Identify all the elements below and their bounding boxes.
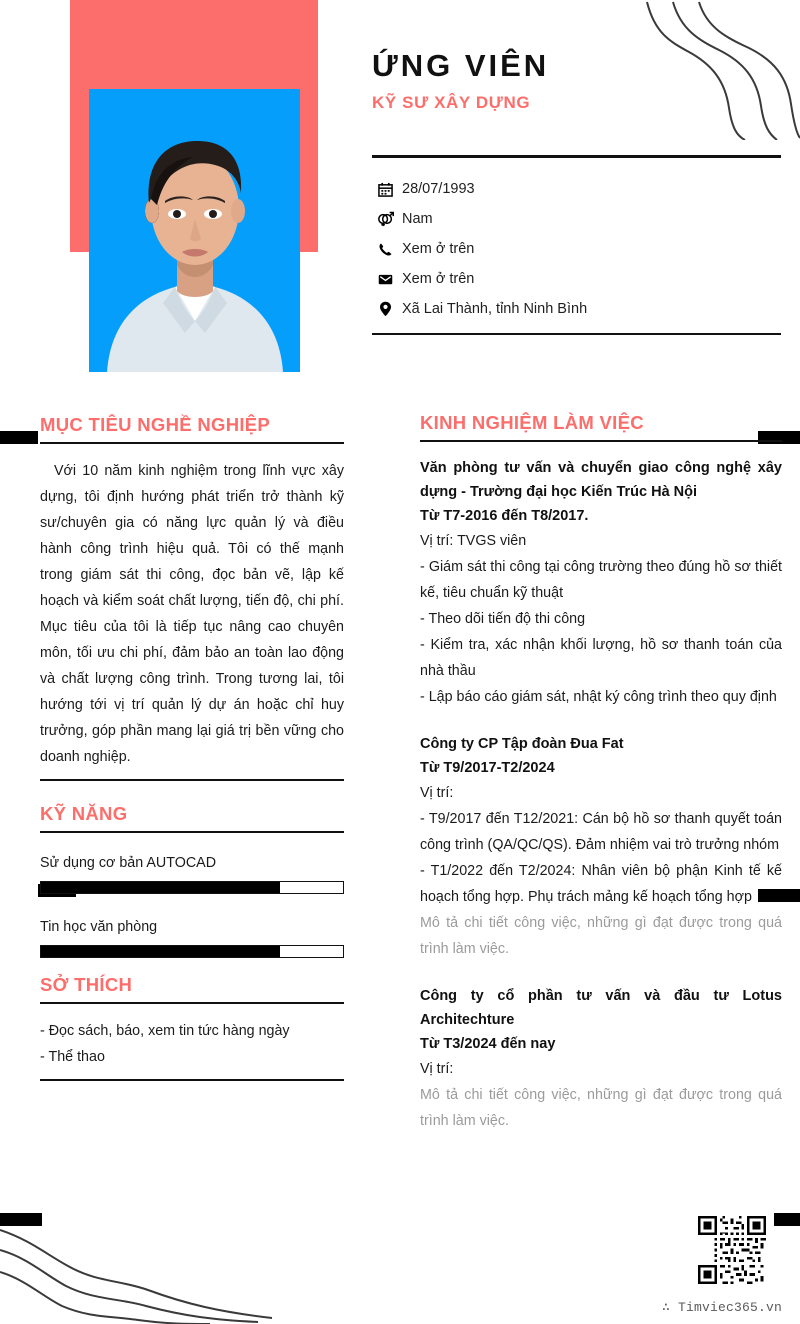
experience-detail: - Kiểm tra, xác nhận khối lượng, hồ sơ thanh toán của nhà thầu (420, 637, 782, 680)
experience-detail: - Lập báo cáo giám sát, nhật ký công trình theo quy định (420, 689, 777, 706)
contact-item-gender (372, 204, 782, 234)
experience-position: Vị trí: (420, 785, 454, 802)
objective-text: Với 10 năm kinh nghiệm trong lĩnh vực xây dựng, tôi định hướng phát triển trở thành kỹ sư/chuyên gia có năng lực quản lý và điều hành công trình hiệu quả. Tôi có thế mạnh trong giám sát thi công, đọc bản vẽ, lập kế hoạch và kiểm soát chất lượng, tiến độ, chi phí. Mục tiêu của tôi là tiếp tục nâng cao chuyên môn, tối ưu chi phí, đảm bảo an toàn lao động và chất lượng công trình. Trong tương lai, tôi hướng tới vị trí quản lý dự án hoặc chỉ huy trưởng, góp phần mang lại giá trị bền vững cho doanh nghiệp. (40, 463, 344, 766)
contact-item-address (372, 294, 782, 324)
contact-item-birthdate (372, 174, 782, 204)
accent-bar-right-bottom (774, 1213, 800, 1226)
skill-name: Tin học văn phòng (40, 918, 158, 935)
calendar-icon (372, 182, 398, 197)
hobby-list (40, 1018, 344, 1070)
skill-level-fill (41, 882, 280, 893)
section-hobbies (40, 974, 344, 1081)
experience-company: Công ty cổ phần tư vấn và đầu tư Lotus Architechture (420, 988, 782, 1029)
qr-code (694, 1216, 770, 1284)
contact-value-address: Xã Lai Thành, tỉnh Ninh Bình (402, 301, 588, 317)
experience-entry (420, 984, 782, 1134)
contact-value-email: Xem ở trên (402, 271, 475, 287)
skill-item (40, 919, 344, 958)
experience-company: Công ty CP Tập đoàn Đua Fat (420, 736, 624, 753)
experience-company: Văn phòng tư vấn và chuyển giao công nghệ xây dựng - Trường đại học Kiến Trúc Hà Nội (420, 460, 782, 501)
page-subtitle: KỸ SƯ XÂY DỰNG (372, 92, 531, 112)
experience-position: Vị trí: TVGS viên (420, 533, 527, 550)
photo-block (70, 0, 320, 372)
contact-item-email (372, 264, 782, 294)
experience-detail: - T1/2022 đến T2/2024: Nhân viên bộ phận Kinh tế kế hoạch tổng hợp. Phụ trách mảng kế hoạch tổng hợp (420, 863, 782, 906)
right-column (420, 412, 782, 1138)
skill-name: Sử dụng cơ bản AUTOCAD (40, 854, 217, 871)
experience-detail: - Theo dõi tiến độ thi công (420, 611, 586, 628)
contact-value-birthdate: 28/07/1993 (402, 181, 475, 197)
list-item: - Thể thao (40, 1049, 105, 1066)
section-divider-objective (40, 442, 344, 444)
section-skills (40, 803, 344, 958)
email-icon (372, 272, 398, 287)
experience-dates: Từ T7-2016 đến T8/2017. (420, 508, 589, 525)
list-item: - Đọc sách, báo, xem tin tức hàng ngày (40, 1023, 290, 1040)
experience-placeholder: Mô tả chi tiết công việc, những gì đạt được trong quá trình làm việc. (420, 1087, 782, 1130)
accent-bar-left-top (0, 431, 38, 444)
experience-placeholder: Mô tả chi tiết công việc, những gì đạt được trong quá trình làm việc. (420, 915, 782, 958)
avatar (89, 89, 300, 372)
experience-position: Vị trí: (420, 1061, 454, 1078)
section-divider-hobbies (40, 1002, 344, 1004)
page-title: ỨNG VIÊN (372, 48, 550, 83)
header-text-block (372, 48, 782, 113)
accent-bar-left-bottom (0, 1213, 42, 1226)
skill-level-bar (40, 881, 344, 894)
experience-dates: Từ T9/2017-T2/2024 (420, 760, 555, 777)
contact-value-gender: Nam (402, 211, 433, 227)
decorative-waves-bottom-left (0, 1224, 300, 1324)
section-title-experience: KINH NGHIỆM LÀM VIỆC (420, 412, 644, 433)
contact-divider (372, 333, 781, 335)
left-column (40, 414, 344, 1081)
gender-icon (372, 211, 398, 227)
skill-item (40, 855, 344, 894)
header-divider (372, 155, 781, 158)
location-icon (372, 301, 398, 317)
section-title-skills: KỸ NĂNG (40, 802, 128, 824)
experience-detail: - T9/2017 đến T12/2021: Cán bộ hồ sơ thanh quyết toán công trình (QA/QC/QS). Đảm nhiệm vai trò trưởng nhóm (420, 811, 782, 854)
experience-entry (420, 456, 782, 710)
contact-list (372, 174, 782, 324)
phone-icon (372, 242, 398, 257)
experience-entry (420, 732, 782, 962)
contact-value-phone: Xem ở trên (402, 241, 475, 257)
section-title-objective: MỤC TIÊU NGHỀ NGHIỆP (40, 414, 271, 435)
skill-level-fill (41, 946, 280, 957)
hobbies-bottom-divider (40, 1079, 344, 1081)
contact-item-phone (372, 234, 782, 264)
experience-dates: Từ T3/2024 đến nay (420, 1036, 556, 1053)
experience-detail: - Giám sát thi công tại công trường theo đúng hồ sơ thiết kế, tiêu chuẩn kỹ thuật (420, 559, 782, 602)
objective-bottom-divider (40, 779, 344, 781)
section-title-hobbies: SỞ THÍCH (40, 973, 133, 995)
section-objective (40, 414, 344, 781)
brand-watermark: ∴ Timviec365.vn (661, 1300, 782, 1315)
skill-level-bar (40, 945, 344, 958)
